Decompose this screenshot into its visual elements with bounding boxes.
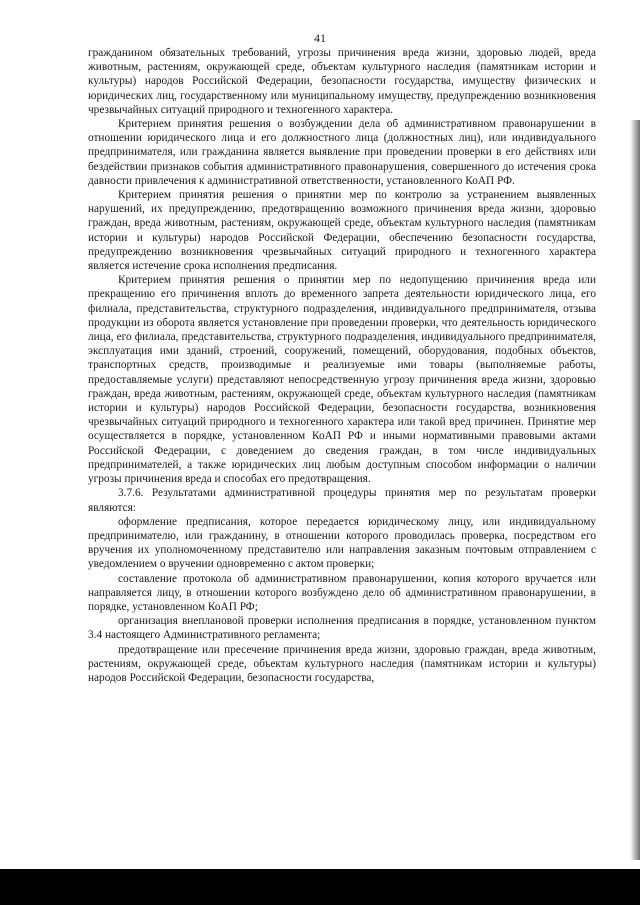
paragraph: организация внеплановой проверки исполнения предписания в порядке, установленном пунктом 3.4 настоящего Административного регламента; <box>88 615 596 642</box>
scan-edge-shadow <box>630 120 640 860</box>
document-body <box>88 46 596 685</box>
paragraph: оформление предписания, которое передается юридическому лицу, или индивидуальному предпринимателю, или гражданину, в отношении которого проводилась проверка, посредством его вручения их уполномоченному представителю или направления заказным почтовым отправлением с уведомлением о вручении одновременно с актом проверки; <box>88 515 596 571</box>
paragraph: гражданином обязательных требований, угрозы причинения вреда жизни, здоровью людей, вреда животным, растениям, окружающей среде, объектам культурного наследия (памятникам истории и культуры) народов Российской Федерации, безопасности государства, имуществу физических и юридических лиц, государственному или муниципальному имуществу, предупреждению возникновения чрезвычайных ситуаций природного и техногенного характера. <box>88 47 596 116</box>
paragraph: Критерием принятия решения о принятии мер по контролю за устранением выявленных нарушений, их предупреждению, предотвращению возможного причинения вреда жизни, здоровью граждан, вреда животным, растениям, окружающей среде, объектам культурного наследия (памятникам истории и культуры) народов Российской Федерации, обеспечению безопасности государства, предупреждению возникновения чрезвычайных ситуаций природного и техногенного характера является истечение срока исполнения предписания. <box>88 189 596 273</box>
paragraph: Критерием принятия решения о принятии мер по недопущению причинения вреда или прекращению его причинения вплоть до временного запрета деятельности юридического лица, его филиала, представительства, структурного подразделения, индивидуального предпринимателя, отзыва продукции из оборота является установление при проведении проверки, что деятельность юридического лица, его филиала, представительства, структурного подразделения, индивидуального предпринимателя, эксплуатация ими зданий, строений, сооружений, помещений, оборудования, подобных объектов, транспортных средств, производимые и реализуемые ими товары (выполняемые работы, предоставляемые услуги) представляют непосредственную угрозу причинения вреда жизни, здоровью граждан, вреда животным, растениям, окружающей среде, объектам культурного наследия (памятникам истории и культуры) народов Российской Федерации, безопасности государства, возникновения чрезвычайных ситуаций природного и техногенного характера или такой вред причинен. Принятие мер осуществляется в порядке, установленном КоАП РФ и иными нормативными правовыми актами Российской Федерации, с доведением до сведения граждан, в том числе индивидуальных предпринимателей, а также юридических лиц любым доступным способом информации о наличии угрозы причинения вреда и способах его предотвращения. <box>88 274 596 486</box>
scan-bottom-border <box>0 869 640 905</box>
paragraph: составление протокола об административном правонарушении, копия которого вручается или направляется лицу, в отношении которого возбуждено дело об административном правонарушении, в порядке, установленном КоАП РФ; <box>88 572 596 613</box>
page-number: 41 <box>314 31 326 45</box>
paragraph: предотвращение или пресечение причинения вреда жизни, здоровью граждан, вреда животным, растениям, окружающей среде, объектам культурного наследия (памятникам истории и культуры) народов Российской Федерации, безопасности государства, <box>88 643 596 684</box>
paragraph: 3.7.6. Результатами административной процедуры принятия мер по результатам проверки являются: <box>88 487 596 514</box>
paragraph: Критерием принятия решения о возбуждении дела об административном правонарушении в отношении юридического лица и его должностного лица (должностных лиц), или индивидуального предпринимателя, или гражданина является выявление при проведении проверки в его действиях или бездействии признаков события административного правонарушения, совершенного до истечения срока давности привлечения к административной ответственности, установленного КоАП РФ. <box>88 118 596 187</box>
